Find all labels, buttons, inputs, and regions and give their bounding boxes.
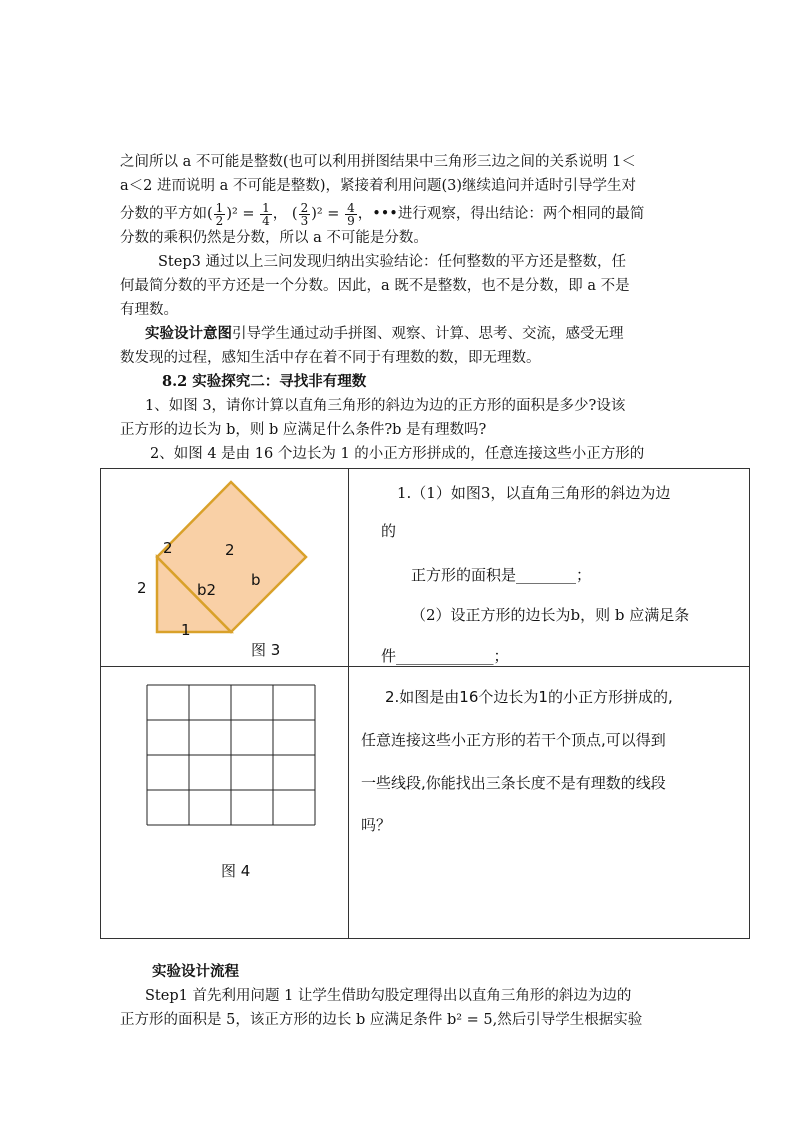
- question2-cell: [349, 667, 750, 939]
- bottom-leg-label: 1: [181, 621, 191, 639]
- b2-label: b2: [197, 581, 217, 599]
- numerator: 4: [347, 200, 355, 215]
- cell1-line: 正方形的面积是________；: [411, 566, 592, 584]
- fraction: [260, 202, 272, 227]
- section-heading: 8.2 实验探究二：寻找非有理数: [162, 373, 367, 390]
- numerator: 1: [215, 200, 224, 215]
- cell1-line: （2）设正方形的边长为b，则 b 应满足条: [411, 606, 690, 624]
- question-line: 2、如图 4 是由 16 个边长为 1 的小正方形拼成的，任意连接这些小正方形的: [150, 446, 645, 462]
- design-intent-line: [145, 322, 700, 346]
- text-run: 分数的平方如(: [120, 206, 213, 222]
- numerator: 2: [300, 200, 309, 215]
- cell2-line: 吗？: [361, 816, 392, 834]
- step3-line: Step3 通过以上三问发现归纳出实验结论：任何整数的平方还是整数，任: [158, 254, 626, 270]
- figure3-caption: 图 3: [251, 641, 281, 659]
- cell2-line: 2.如图是由16个边长为1的小正方形拼成的,: [385, 688, 673, 706]
- left-leg-label: 2: [137, 579, 147, 597]
- step1-line: 正方形的面积是 5，该正方形的边长 b 应满足条件 b² = 5,然后引导学生根据实验: [120, 1012, 643, 1028]
- hyp-top-label: 2: [163, 539, 173, 557]
- question1-cell: [349, 469, 750, 667]
- cell1-line: 的: [381, 522, 397, 540]
- square-top-label: 2: [225, 541, 235, 559]
- fraction: [299, 202, 311, 227]
- figure3-cell: [101, 469, 349, 667]
- paragraph-line-fractions: [120, 200, 675, 228]
- figure4-cell: [101, 667, 349, 939]
- step3-line: 有理数。: [120, 302, 178, 318]
- cell2-line: 一些线段,你能找出三条长度不是有理数的线段: [361, 774, 666, 792]
- fraction: [214, 202, 226, 227]
- step3-line: 何最简分数的平方还是一个分数。因此，a 既不是整数，也不是分数，即 a 不是: [120, 278, 630, 294]
- figure4-caption: 图 4: [221, 862, 251, 880]
- numerator: 1: [262, 200, 270, 215]
- question-line: 1、如图 3，请你计算以直角三角形的斜边为边的正方形的面积是多少?设该: [145, 398, 626, 414]
- denominator: 3: [300, 213, 309, 228]
- step1-line: Step1 首先利用问题 1 让学生借助勾股定理得出以直角三角形的斜边为边的: [145, 988, 632, 1004]
- question-line: 正方形的边长为 b，则 b 应满足什么条件?b 是有理数吗?: [120, 422, 487, 438]
- paragraph-line: a＜2 进而说明 a 不可能是整数)，紧接着利用问题(3)继续追问并适时引导学生对: [120, 178, 637, 194]
- fraction: [345, 202, 357, 227]
- text-run: )² =: [311, 206, 345, 222]
- figure3-diagram: [101, 469, 348, 667]
- design-intent-text: 引导学生通过动手拼图、观察、计算、思考、交流，感受无理: [232, 326, 624, 342]
- cell1-line: 件_____________；: [381, 647, 509, 665]
- design-intent-line: 数发现的过程，感知生活中存在着不同于有理数的数，即无理数。: [120, 350, 541, 366]
- table-row: [101, 469, 750, 667]
- denominator: 4: [262, 213, 270, 228]
- cell1-line: 1.（1）如图3，以直角三角形的斜边为边: [397, 484, 671, 502]
- design-intent-label: 实验设计意图: [145, 325, 232, 342]
- table-row: [101, 667, 750, 939]
- paragraph-line: 之间所以 a 不可能是整数(也可以利用拼图结果中三角形三边之间的关系说明 1＜: [120, 154, 636, 170]
- report-table: [100, 468, 750, 939]
- paragraph-line: 分数的乘积仍然是分数，所以 a 不可能是分数。: [120, 230, 428, 246]
- text-run: ，•••进行观察，得出结论：两个相同的最简: [357, 206, 645, 222]
- text-run: ， (: [272, 206, 298, 222]
- denominator: 9: [347, 213, 355, 228]
- b-label: b: [251, 571, 261, 589]
- text-run: )² =: [226, 206, 260, 222]
- figure4-grid: [101, 667, 348, 939]
- cell2-line: 任意连接这些小正方形的若干个顶点,可以得到: [361, 731, 666, 749]
- flow-title: 实验设计流程: [152, 963, 239, 980]
- denominator: 2: [215, 213, 224, 228]
